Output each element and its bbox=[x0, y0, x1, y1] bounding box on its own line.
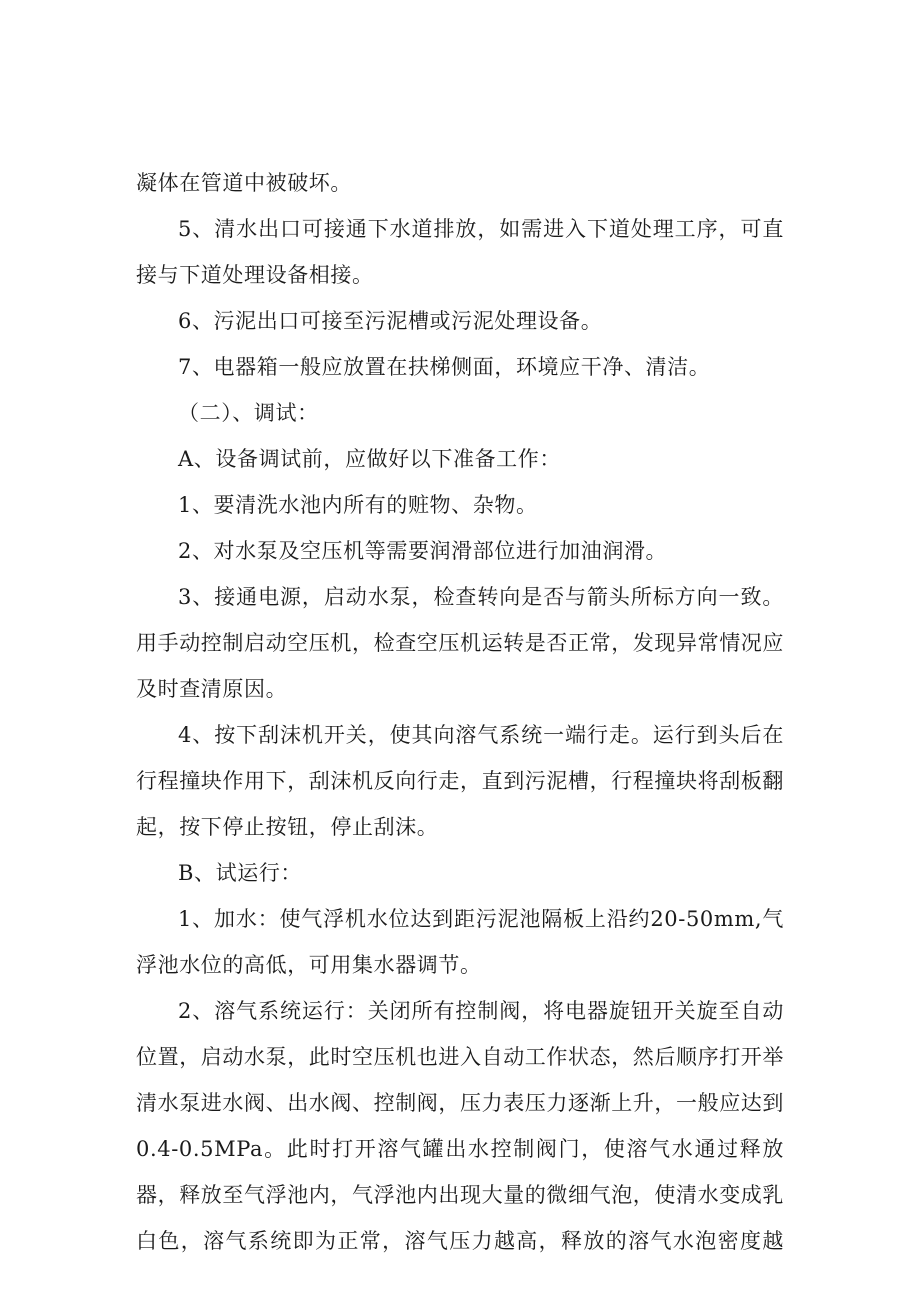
text-line: 接与下道处理设备相接。 bbox=[136, 263, 374, 287]
text-line: 及时查清原因。 bbox=[136, 677, 288, 701]
paragraph-item-7: 7、电器箱一般应放置在扶梯侧面，环境应干净、清洁。 bbox=[178, 355, 711, 379]
document-body bbox=[136, 160, 784, 1264]
list-item-2: 2、对水泵及空压机等需要润滑部位进行加油润滑。 bbox=[178, 539, 668, 563]
section-heading-debugging: （二）、调试： bbox=[178, 401, 319, 425]
text-line: 用手动控制启动空压机，检查空压机运转是否正常，发现异常情况应 bbox=[136, 631, 784, 655]
list-item-1: 1、要清洗水池内所有的赃物、杂物。 bbox=[178, 493, 538, 517]
list-item-4: 4、按下刮沫机开关，使其向溶气系统一端行走。运行到头后在 bbox=[178, 723, 784, 747]
paragraph-item-6: 6、污泥出口可接至污泥槽或污泥处理设备。 bbox=[178, 309, 603, 333]
list-item-1-water: 1、加水：使气浮机水位达到距污泥池隔板上沿约20-50mm,气 bbox=[178, 907, 784, 931]
text-line: 行程撞块作用下，刮沫机反向行走，直到污泥槽，行程撞块将刮板翻 bbox=[136, 769, 784, 793]
list-item-3: 3、接通电源，启动水泵，检查转向是否与箭头所标方向一致。 bbox=[178, 585, 784, 609]
text-line: 凝体在管道中被破坏。 bbox=[136, 171, 352, 195]
text-line: 浮池水位的高低，可用集水器调节。 bbox=[136, 953, 482, 977]
paragraph-item-5: 5、清水出口可接通下水道排放，如需进入下道处理工序，可直 bbox=[178, 217, 784, 241]
subsection-heading-b: B、试运行： bbox=[178, 861, 303, 885]
subsection-heading-a: A、设备调试前，应做好以下准备工作： bbox=[178, 447, 561, 471]
text-line: 清水泵进水阀、出水阀、控制阀，压力表压力逐渐上升，一般应达到 bbox=[136, 1091, 784, 1115]
text-line: 0.4-0.5MPa。此时打开溶气罐出水控制阀门，使溶气水通过释放 bbox=[136, 1137, 784, 1161]
text-line: 白色，溶气系统即为正常，溶气压力越高，释放的溶气水泡密度越 bbox=[136, 1229, 784, 1253]
text-line: 器，释放至气浮池内，气浮池内出现大量的微细气泡，使清水变成乳 bbox=[136, 1183, 784, 1207]
text-line: 位置，启动水泵，此时空压机也进入自动工作状态，然后顺序打开举 bbox=[136, 1045, 784, 1069]
text-line: 起，按下停止按钮，停止刮沫。 bbox=[136, 815, 439, 839]
list-item-2-dissolved-air: 2、溶气系统运行：关闭所有控制阀，将电器旋钮开关旋至自动 bbox=[178, 999, 784, 1023]
